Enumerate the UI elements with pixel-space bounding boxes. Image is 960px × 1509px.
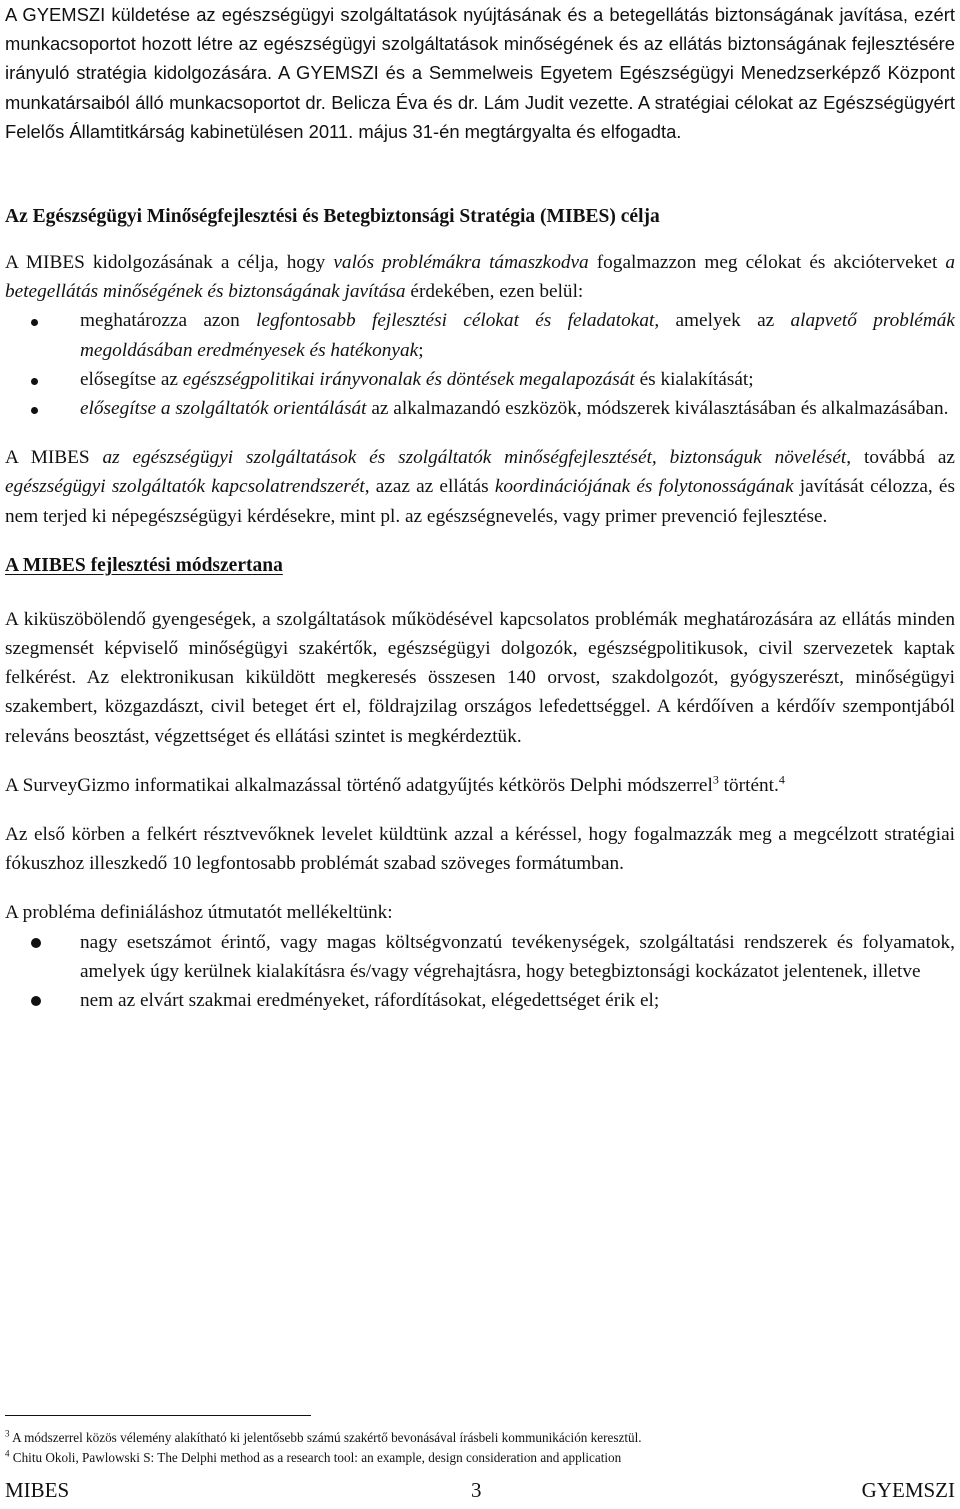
text-run: A MIBES: [5, 447, 103, 469]
footnote: [5, 1428, 945, 1448]
text-run: ;: [418, 339, 424, 361]
italic-run: valós problémákra támaszkodva: [333, 252, 589, 274]
footnote-divider: [5, 1415, 311, 1416]
italic-run: egészségpolitikai irányvonalak és döntések megalapozását: [182, 368, 635, 390]
text-run: , továbbá az: [846, 447, 955, 469]
footnote-text: A módszerrel közös vélemény alakítható ki jelentősebb számú szakértő bevonásával írásbeli kommunikáción keresztül.: [9, 1430, 642, 1445]
page-footer: [5, 1474, 955, 1506]
footnote: [5, 1448, 945, 1468]
italic-run: elősegítse a szolgáltatók orientálását: [80, 398, 367, 420]
footer-right: GYEMSZI: [861, 1478, 955, 1502]
footnote-text: Chitu Okoli, Pawlowski S: The Delphi method as a research tool: an example, design consideration and application: [9, 1450, 622, 1465]
text-run: nagy esetszámot érintő, vagy magas költségvonzatú tevékenységek, szolgáltatási rendszerek és folyamatok, amelyek úgy kerülnek kialakításra és/vagy végrehajtásra, hogy betegbiztonsági kockázatot jelentenek, illetve: [80, 931, 955, 982]
footnote-ref[interactable]: 3: [712, 772, 719, 787]
text-run: történt.: [718, 774, 779, 796]
bullet-icon: [31, 365, 38, 394]
goal-bullet-list: [5, 306, 955, 423]
survey-paragraph: [5, 771, 955, 800]
text-run: fogalmazzon meg célokat és akcióterveket: [588, 252, 946, 274]
footnotes: [5, 1428, 945, 1468]
italic-run: egészségügyi szolgáltatók kapcsolatrendszerét: [5, 476, 365, 498]
text-run: , amelyek az: [654, 310, 791, 332]
goal-paragraph: [5, 248, 955, 306]
footnote-number: 3: [5, 1428, 10, 1439]
italic-run: alapvető problémák megoldásában eredményesek és hatékonyak: [80, 310, 955, 361]
methodology-paragraph: A kiküszöbölendő gyengeségek, a szolgáltatások működésével kapcsolatos problémák meghatározására az ellátás minden szegmensét képviselő minőségügyi szakértők, egészségügyi dolgozók, egészségpolitikusok, civil szervezetek kaptak felkérést. Az elektronikusan kiküldött megkeresés összesen 140 orvost, szakdolgozót, gyógyszerészt, minőségügyi szakembert, közgazdászt, civil beteget ért el, földrajzilag országos lefedettséggel. A kérdőíven a kérdőív szempontjából releváns beosztást, végzettséget és ellátási szintet is megkérdeztük.: [5, 608, 955, 747]
text-run: A SurveyGizmo informatikai alkalmazással történő adatgyűjtés kétkörös Delphi módszerrel: [5, 774, 713, 796]
guide-bullet-list: [5, 928, 955, 1016]
text-run: elősegítse az: [80, 368, 183, 390]
text-run: meghatározza azon: [80, 310, 257, 332]
text-run: A MIBES kidolgozásának a célja, hogy: [5, 252, 334, 274]
list-item: [5, 394, 955, 423]
text-run: és kialakítását;: [634, 368, 754, 390]
text-run: érdekében, ezen belül:: [405, 281, 584, 303]
list-item: [5, 986, 955, 1015]
bullet-icon: [31, 394, 38, 423]
guide-paragraph: A probléma definiáláshoz útmutatót mellékeltünk:: [5, 902, 393, 924]
first-round-paragraph: Az első körben a felkért résztvevőknek levelet küldtünk azzal a kéréssel, hogy fogalmazzák meg a megcélzott stratégiai fókuszhoz illeszkedő 10 legfontosabb problémát szabad szöveges formátumban.: [5, 824, 955, 875]
text-run: az alkalmazandó eszközök, módszerek kiválasztásában és alkalmazásában.: [366, 398, 949, 420]
scope-paragraph: [5, 443, 955, 531]
italic-run: a betegellátás minőségének és biztonságának javítása: [5, 252, 955, 303]
footnote-number: 4: [5, 1448, 10, 1459]
list-item: [5, 928, 955, 986]
page-number: 3: [471, 1478, 482, 1502]
italic-run: az egészségügyi szolgáltatások és szolgáltatók minőségfejlesztését, biztonságuk növelését: [102, 447, 847, 469]
bullet-icon: [31, 306, 38, 335]
text-run: javítását célozza, és nem terjed ki népegészségügyi kérdésekre, mint pl. az egészségnevelés, vagy primer prevenció fejlesztése.: [5, 476, 955, 527]
bullet-icon: [31, 928, 41, 957]
text-run: , azaz az ellátás: [364, 476, 495, 498]
intro-paragraph: A GYEMSZI küldetése az egészségügyi szolgáltatások nyújtásának és a betegellátás biztonságának javítása, ezért munkacsoportot hozott létre az egészségügyi szolgáltatások minőségének és az ellátás biztonságának fejlesztésére irányuló stratégia kidolgozására. A GYEMSZI és a Semmelweis Egyetem Egészségügyi Menedzserképző Központ munkatársaiból álló munkacsoportot dr. Belicza Éva és dr. Lám Judit vezette. A stratégiai célokat az Egészségügyért Felelős Államtitkárság kabinetülésen 2011. május 31-én megtárgyalta és elfogadta.: [5, 4, 955, 142]
bullet-icon: [31, 986, 41, 1015]
list-item: [5, 365, 955, 394]
text-run: nem az elvárt szakmai eredményeket, ráfordításokat, elégedettséget érik el;: [80, 990, 660, 1012]
section-heading-methodology: A MIBES fejlesztési módszertana: [5, 554, 283, 576]
footnote-ref[interactable]: 4: [778, 772, 785, 787]
italic-run: legfontosabb fejlesztési célokat és feladatokat: [256, 310, 655, 332]
italic-run: koordinációjának és folytonosságának: [494, 476, 794, 498]
section-heading-goal: Az Egészségügyi Minőségfejlesztési és Betegbiztonsági Stratégia (MIBES) célja: [5, 206, 660, 228]
footer-left: MIBES: [5, 1478, 70, 1502]
list-item: [5, 306, 955, 364]
